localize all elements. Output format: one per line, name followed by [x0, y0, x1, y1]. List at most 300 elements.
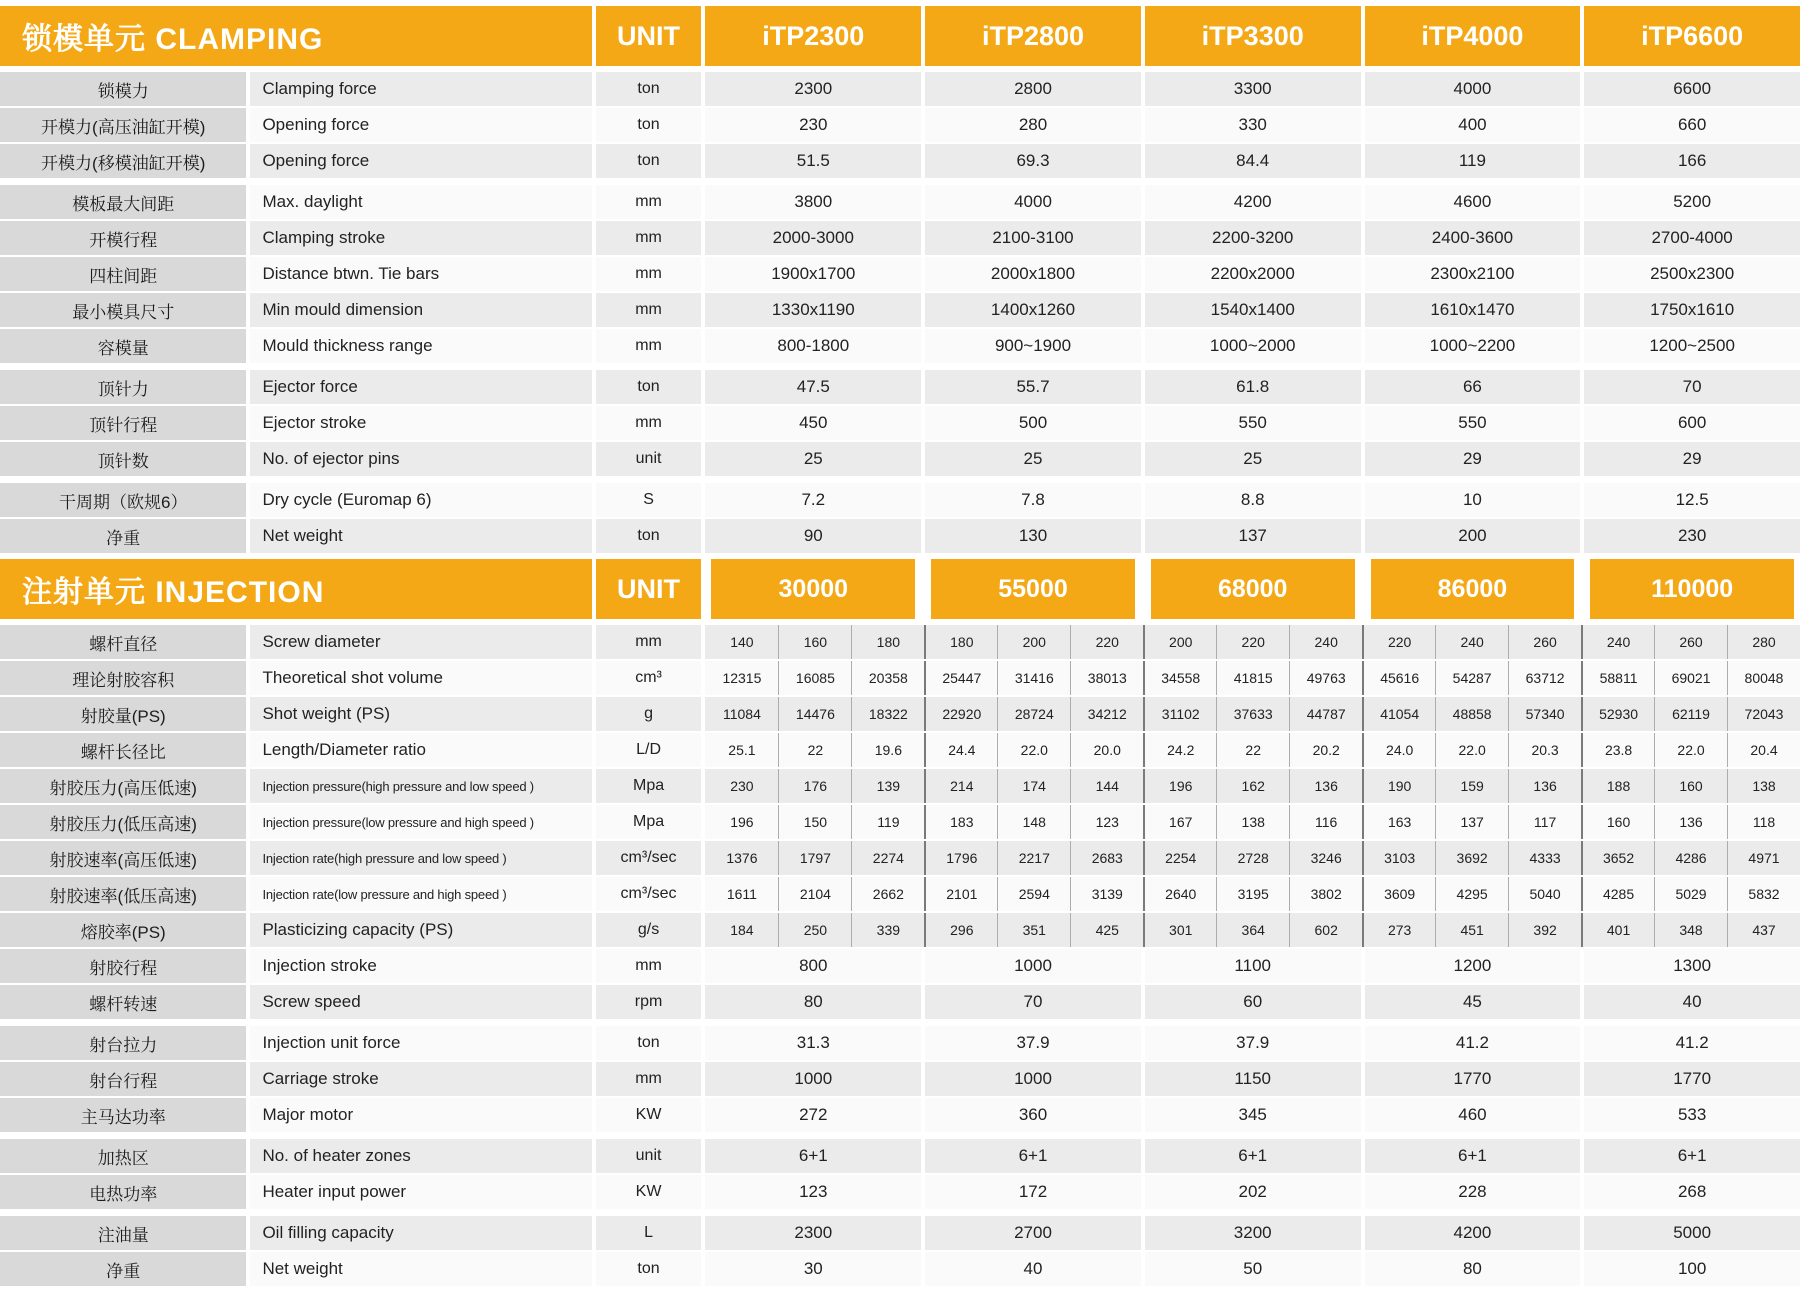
- value-cell: 220: [1216, 625, 1289, 659]
- value-cell: 57340: [1508, 697, 1581, 731]
- value-cell: 228: [1365, 1175, 1581, 1209]
- value-cell: 163: [1362, 805, 1435, 839]
- row-label-en: Shot weight (PS): [250, 697, 591, 731]
- value-cell: 425: [1070, 913, 1143, 947]
- row-label-en: Oil filling capacity: [250, 1216, 591, 1250]
- value-cell: 5200: [1584, 185, 1800, 219]
- value-cell: 52930: [1581, 697, 1654, 731]
- row-label-en: Injection pressure(low pressure and high speed ): [250, 805, 591, 839]
- value-cell: 4285: [1581, 877, 1654, 911]
- row-unit: unit: [596, 1139, 702, 1173]
- value-cell: 3300: [1145, 72, 1361, 106]
- value-cell: 800: [705, 949, 921, 983]
- value-cell: 202: [1145, 1175, 1361, 1209]
- value-cell: 8.8: [1145, 483, 1361, 517]
- value-cell: 301: [1143, 913, 1216, 947]
- spec-row: [0, 221, 1800, 255]
- value-cell: 24.2: [1143, 733, 1216, 767]
- row-values: [705, 697, 1800, 731]
- spec-row: [0, 1216, 1800, 1250]
- row-label-en: Carriage stroke: [250, 1062, 591, 1096]
- value-cell: 22.0: [1435, 733, 1508, 767]
- spec-row: [0, 949, 1800, 983]
- row-label-cn: 干周期（欧规6）: [0, 483, 246, 517]
- value-cell: 20.0: [1070, 733, 1143, 767]
- value-cell: 6+1: [705, 1139, 921, 1173]
- value-cell: 3692: [1435, 841, 1508, 875]
- value-cell: 40: [1584, 985, 1800, 1019]
- value-cell: 280: [925, 108, 1141, 142]
- row-label-en: Injection unit force: [250, 1026, 591, 1060]
- row-values: [705, 221, 1800, 255]
- value-cell: 800-1800: [705, 329, 921, 363]
- value-cell: 364: [1216, 913, 1289, 947]
- row-unit: mm: [596, 221, 702, 255]
- row-label-cn: 主马达功率: [0, 1098, 246, 1132]
- value-cell: 176: [778, 769, 851, 803]
- row-values: [705, 661, 1800, 695]
- value-cell: 12.5: [1584, 483, 1800, 517]
- value-cell: 136: [1289, 769, 1362, 803]
- value-cell: 460: [1365, 1098, 1581, 1132]
- value-cell: 240: [1435, 625, 1508, 659]
- value-cell: 160: [1654, 769, 1727, 803]
- row-values: [705, 913, 1800, 947]
- value-cell: 4200: [1365, 1216, 1581, 1250]
- row-unit: mm: [596, 406, 702, 440]
- row-label-cn: 最小模具尺寸: [0, 293, 246, 327]
- value-cell: 200: [997, 625, 1070, 659]
- value-cell: 230: [705, 108, 921, 142]
- value-cell: 2683: [1070, 841, 1143, 875]
- value-cell: 90: [705, 519, 921, 553]
- clamping-section-title: 锁模单元 CLAMPING: [0, 6, 592, 66]
- row-unit: mm: [596, 625, 702, 659]
- value-cell: 41054: [1362, 697, 1435, 731]
- row-unit: mm: [596, 293, 702, 327]
- value-cell: 348: [1654, 913, 1727, 947]
- spec-row: [0, 661, 1800, 695]
- row-values: [705, 1216, 1800, 1250]
- value-cell: 138: [1727, 769, 1800, 803]
- value-cell: 37.9: [925, 1026, 1141, 1060]
- value-cell: 1200~2500: [1584, 329, 1800, 363]
- spec-row: [0, 877, 1800, 911]
- value-cell: 180: [924, 625, 997, 659]
- row-label-en: Injection stroke: [250, 949, 591, 983]
- value-cell: 61.8: [1145, 370, 1361, 404]
- spec-row: [0, 293, 1800, 327]
- row-values: [705, 949, 1800, 983]
- value-cell: 268: [1584, 1175, 1800, 1209]
- value-cell: 51.5: [705, 144, 921, 178]
- value-cell: 196: [705, 805, 778, 839]
- value-cell: 2700-4000: [1584, 221, 1800, 255]
- row-unit: mm: [596, 949, 702, 983]
- value-cell: 137: [1145, 519, 1361, 553]
- value-cell: 2300x2100: [1365, 257, 1581, 291]
- value-cell: 66: [1365, 370, 1581, 404]
- value-cell: 63712: [1508, 661, 1581, 695]
- value-cell: 31.3: [705, 1026, 921, 1060]
- value-cell: 5000: [1584, 1216, 1800, 1250]
- clamping-rows: [0, 70, 1800, 553]
- injection-size-55000: 55000: [931, 559, 1135, 619]
- value-cell: 230: [1584, 519, 1800, 553]
- value-cell: 144: [1070, 769, 1143, 803]
- value-cell: 5832: [1727, 877, 1800, 911]
- row-label-en: Theoretical shot volume: [250, 661, 591, 695]
- value-cell: 7.8: [925, 483, 1141, 517]
- row-label-en: Mould thickness range: [250, 329, 591, 363]
- row-label-cn: 净重: [0, 519, 246, 553]
- value-cell: 2274: [851, 841, 924, 875]
- value-cell: 4971: [1727, 841, 1800, 875]
- row-values: [705, 144, 1800, 178]
- value-cell: 1611: [705, 877, 778, 911]
- spec-row: [0, 483, 1800, 517]
- spec-row: [0, 406, 1800, 440]
- value-cell: 550: [1365, 406, 1581, 440]
- value-cell: 80: [1365, 1252, 1581, 1286]
- value-cell: 160: [1581, 805, 1654, 839]
- value-cell: 23.8: [1581, 733, 1654, 767]
- value-cell: 1330x1190: [705, 293, 921, 327]
- value-cell: 360: [925, 1098, 1141, 1132]
- row-label-cn: 螺杆长径比: [0, 733, 246, 767]
- spec-row: [0, 72, 1800, 106]
- row-unit: ton: [596, 144, 702, 178]
- value-cell: 4333: [1508, 841, 1581, 875]
- spec-row: [0, 841, 1800, 875]
- value-cell: 2000-3000: [705, 221, 921, 255]
- spec-row: [0, 1098, 1800, 1132]
- value-cell: 2300: [705, 1216, 921, 1250]
- value-cell: 1400x1260: [925, 293, 1141, 327]
- row-label-en: Distance btwn. Tie bars: [250, 257, 591, 291]
- value-cell: 437: [1727, 913, 1800, 947]
- value-cell: 3246: [1289, 841, 1362, 875]
- value-cell: 240: [1581, 625, 1654, 659]
- model-header-itp6600: iTP6600: [1584, 6, 1800, 66]
- row-unit: ton: [596, 519, 702, 553]
- value-cell: 162: [1216, 769, 1289, 803]
- row-label-en: Major motor: [250, 1098, 591, 1132]
- row-values: [705, 108, 1800, 142]
- spec-row: [0, 442, 1800, 476]
- row-label-cn: 螺杆直径: [0, 625, 246, 659]
- value-cell: 47.5: [705, 370, 921, 404]
- value-cell: 62119: [1654, 697, 1727, 731]
- spec-row: [0, 1062, 1800, 1096]
- value-cell: 100: [1584, 1252, 1800, 1286]
- row-label-en: Opening force: [250, 144, 591, 178]
- value-cell: 214: [924, 769, 997, 803]
- value-cell: 20.2: [1289, 733, 1362, 767]
- spec-row: [0, 370, 1800, 404]
- value-cell: 25: [1145, 442, 1361, 476]
- value-cell: 123: [1070, 805, 1143, 839]
- row-unit: ton: [596, 1026, 702, 1060]
- row-unit: L/D: [596, 733, 702, 767]
- row-label-en: No. of heater zones: [250, 1139, 591, 1173]
- row-unit: ton: [596, 1252, 702, 1286]
- value-cell: 25: [925, 442, 1141, 476]
- value-cell: 220: [1070, 625, 1143, 659]
- row-values: [705, 1139, 1800, 1173]
- value-cell: 400: [1365, 108, 1581, 142]
- injection-unit-header: UNIT: [596, 559, 702, 619]
- spec-row: [0, 329, 1800, 363]
- value-cell: 3200: [1145, 1216, 1361, 1250]
- row-label-cn: 熔胶率(PS): [0, 913, 246, 947]
- row-label-en: Net weight: [250, 1252, 591, 1286]
- value-cell: 3195: [1216, 877, 1289, 911]
- value-cell: 1000: [925, 949, 1141, 983]
- value-cell: 72043: [1727, 697, 1800, 731]
- row-values: [705, 805, 1800, 839]
- value-cell: 401: [1581, 913, 1654, 947]
- value-cell: 45: [1365, 985, 1581, 1019]
- value-cell: 1540x1400: [1145, 293, 1361, 327]
- row-values: [705, 769, 1800, 803]
- value-cell: 12315: [705, 661, 778, 695]
- value-cell: 2594: [997, 877, 1070, 911]
- row-label-en: Ejector force: [250, 370, 591, 404]
- value-cell: 250: [778, 913, 851, 947]
- spec-row: [0, 519, 1800, 553]
- value-cell: 139: [851, 769, 924, 803]
- value-cell: 533: [1584, 1098, 1800, 1132]
- row-unit: mm: [596, 1062, 702, 1096]
- row-unit: ton: [596, 72, 702, 106]
- row-label-cn: 注油量: [0, 1216, 246, 1250]
- injection-size-68000: 68000: [1151, 559, 1355, 619]
- row-unit: cm³/sec: [596, 877, 702, 911]
- row-unit: KW: [596, 1175, 702, 1209]
- row-label-cn: 螺杆转速: [0, 985, 246, 1019]
- value-cell: 339: [851, 913, 924, 947]
- injection-size-110000: 110000: [1590, 559, 1794, 619]
- spec-row: [0, 733, 1800, 767]
- injection-size-30000: 30000: [711, 559, 915, 619]
- value-cell: 10: [1365, 483, 1581, 517]
- row-values: [705, 406, 1800, 440]
- value-cell: 172: [925, 1175, 1141, 1209]
- value-cell: 3139: [1070, 877, 1143, 911]
- value-cell: 136: [1508, 769, 1581, 803]
- value-cell: 2200-3200: [1145, 221, 1361, 255]
- value-cell: 1797: [778, 841, 851, 875]
- value-cell: 116: [1289, 805, 1362, 839]
- row-values: [705, 841, 1800, 875]
- row-values: [705, 1252, 1800, 1286]
- value-cell: 136: [1654, 805, 1727, 839]
- value-cell: 11084: [705, 697, 778, 731]
- clamping-unit-header: UNIT: [596, 6, 702, 66]
- value-cell: 5040: [1508, 877, 1581, 911]
- value-cell: 22.0: [1654, 733, 1727, 767]
- row-unit: KW: [596, 1098, 702, 1132]
- value-cell: 60: [1145, 985, 1361, 1019]
- value-cell: 29: [1584, 442, 1800, 476]
- row-label-en: Min mould dimension: [250, 293, 591, 327]
- row-label-cn: 电热功率: [0, 1175, 246, 1209]
- value-cell: 50: [1145, 1252, 1361, 1286]
- value-cell: 1750x1610: [1584, 293, 1800, 327]
- row-label-cn: 顶针力: [0, 370, 246, 404]
- row-values: [705, 185, 1800, 219]
- value-cell: 2500x2300: [1584, 257, 1800, 291]
- row-values: [705, 1175, 1800, 1209]
- row-unit: unit: [596, 442, 702, 476]
- value-cell: 119: [851, 805, 924, 839]
- clamping-header: [0, 6, 1800, 66]
- value-cell: 159: [1435, 769, 1508, 803]
- value-cell: 2662: [851, 877, 924, 911]
- value-cell: 2100-3100: [925, 221, 1141, 255]
- value-cell: 4295: [1435, 877, 1508, 911]
- value-cell: 196: [1143, 769, 1216, 803]
- row-label-en: Max. daylight: [250, 185, 591, 219]
- value-cell: 167: [1143, 805, 1216, 839]
- row-label-cn: 射胶压力(高压低速): [0, 769, 246, 803]
- row-label-en: Injection rate(low pressure and high speed ): [250, 877, 591, 911]
- value-cell: 2000x1800: [925, 257, 1141, 291]
- value-cell: 160: [778, 625, 851, 659]
- value-cell: 54287: [1435, 661, 1508, 695]
- value-cell: 4000: [925, 185, 1141, 219]
- row-values: [705, 1062, 1800, 1096]
- row-values: [705, 442, 1800, 476]
- value-cell: 1200: [1365, 949, 1581, 983]
- value-cell: 31416: [997, 661, 1070, 695]
- value-cell: 166: [1584, 144, 1800, 178]
- value-cell: 49763: [1289, 661, 1362, 695]
- value-cell: 31102: [1143, 697, 1216, 731]
- value-cell: 25.1: [705, 733, 778, 767]
- value-cell: 20358: [851, 661, 924, 695]
- row-label-cn: 射胶量(PS): [0, 697, 246, 731]
- value-cell: 1900x1700: [705, 257, 921, 291]
- value-cell: 2217: [997, 841, 1070, 875]
- spec-row: [0, 805, 1800, 839]
- value-cell: 16085: [778, 661, 851, 695]
- value-cell: 150: [778, 805, 851, 839]
- row-unit: g/s: [596, 913, 702, 947]
- row-label-cn: 四柱间距: [0, 257, 246, 291]
- value-cell: 2254: [1143, 841, 1216, 875]
- spec-row: [0, 144, 1800, 178]
- row-unit: rpm: [596, 985, 702, 1019]
- value-cell: 2300: [705, 72, 921, 106]
- value-cell: 200: [1365, 519, 1581, 553]
- row-values: [705, 293, 1800, 327]
- value-cell: 392: [1508, 913, 1581, 947]
- row-label-en: Dry cycle (Euromap 6): [250, 483, 591, 517]
- value-cell: 4200: [1145, 185, 1361, 219]
- row-label-en: Ejector stroke: [250, 406, 591, 440]
- row-label-en: Clamping stroke: [250, 221, 591, 255]
- value-cell: 1000: [705, 1062, 921, 1096]
- value-cell: 22.0: [997, 733, 1070, 767]
- value-cell: 6+1: [1145, 1139, 1361, 1173]
- row-unit: S: [596, 483, 702, 517]
- value-cell: 19.6: [851, 733, 924, 767]
- model-headers: [705, 6, 1800, 66]
- value-cell: 2104: [778, 877, 851, 911]
- row-label-en: Net weight: [250, 519, 591, 553]
- row-values: [705, 877, 1800, 911]
- value-cell: 2728: [1216, 841, 1289, 875]
- model-header-itp2300: iTP2300: [705, 6, 921, 66]
- value-cell: 280: [1727, 625, 1800, 659]
- row-label-en: Length/Diameter ratio: [250, 733, 591, 767]
- row-label-en: Clamping force: [250, 72, 591, 106]
- row-label-cn: 开模力(移模油缸开模): [0, 144, 246, 178]
- row-label-cn: 顶针行程: [0, 406, 246, 440]
- row-values: [705, 519, 1800, 553]
- value-cell: 34558: [1143, 661, 1216, 695]
- row-values: [705, 985, 1800, 1019]
- row-unit: cm³/sec: [596, 841, 702, 875]
- row-label-en: Injection rate(high pressure and low speed ): [250, 841, 591, 875]
- row-values: [705, 625, 1800, 659]
- injection-size-86000: 86000: [1371, 559, 1575, 619]
- spec-row: [0, 185, 1800, 219]
- spec-row: [0, 697, 1800, 731]
- value-cell: 345: [1145, 1098, 1361, 1132]
- value-cell: 3802: [1289, 877, 1362, 911]
- value-cell: 602: [1289, 913, 1362, 947]
- value-cell: 3609: [1362, 877, 1435, 911]
- value-cell: 183: [924, 805, 997, 839]
- value-cell: 188: [1581, 769, 1654, 803]
- row-values: [705, 257, 1800, 291]
- value-cell: 70: [925, 985, 1141, 1019]
- value-cell: 600: [1584, 406, 1800, 440]
- value-cell: 451: [1435, 913, 1508, 947]
- value-cell: 24.4: [924, 733, 997, 767]
- row-label-en: Screw diameter: [250, 625, 591, 659]
- value-cell: 30: [705, 1252, 921, 1286]
- spec-row: [0, 985, 1800, 1019]
- row-label-en: Injection pressure(high pressure and low speed ): [250, 769, 591, 803]
- row-values: [705, 329, 1800, 363]
- value-cell: 450: [705, 406, 921, 440]
- row-label-cn: 开模行程: [0, 221, 246, 255]
- spec-row: [0, 257, 1800, 291]
- row-unit: mm: [596, 185, 702, 219]
- row-values: [705, 72, 1800, 106]
- value-cell: 34212: [1070, 697, 1143, 731]
- row-values: [705, 733, 1800, 767]
- spec-row: [0, 1252, 1800, 1286]
- value-cell: 6+1: [1365, 1139, 1581, 1173]
- row-unit: ton: [596, 108, 702, 142]
- value-cell: 3103: [1362, 841, 1435, 875]
- value-cell: 1796: [924, 841, 997, 875]
- value-cell: 138: [1216, 805, 1289, 839]
- value-cell: 41.2: [1365, 1026, 1581, 1060]
- injection-rows: [0, 623, 1800, 1286]
- value-cell: 118: [1727, 805, 1800, 839]
- value-cell: 1000: [925, 1062, 1141, 1096]
- value-cell: 2700: [925, 1216, 1141, 1250]
- value-cell: 69.3: [925, 144, 1141, 178]
- value-cell: 5029: [1654, 877, 1727, 911]
- value-cell: 58811: [1581, 661, 1654, 695]
